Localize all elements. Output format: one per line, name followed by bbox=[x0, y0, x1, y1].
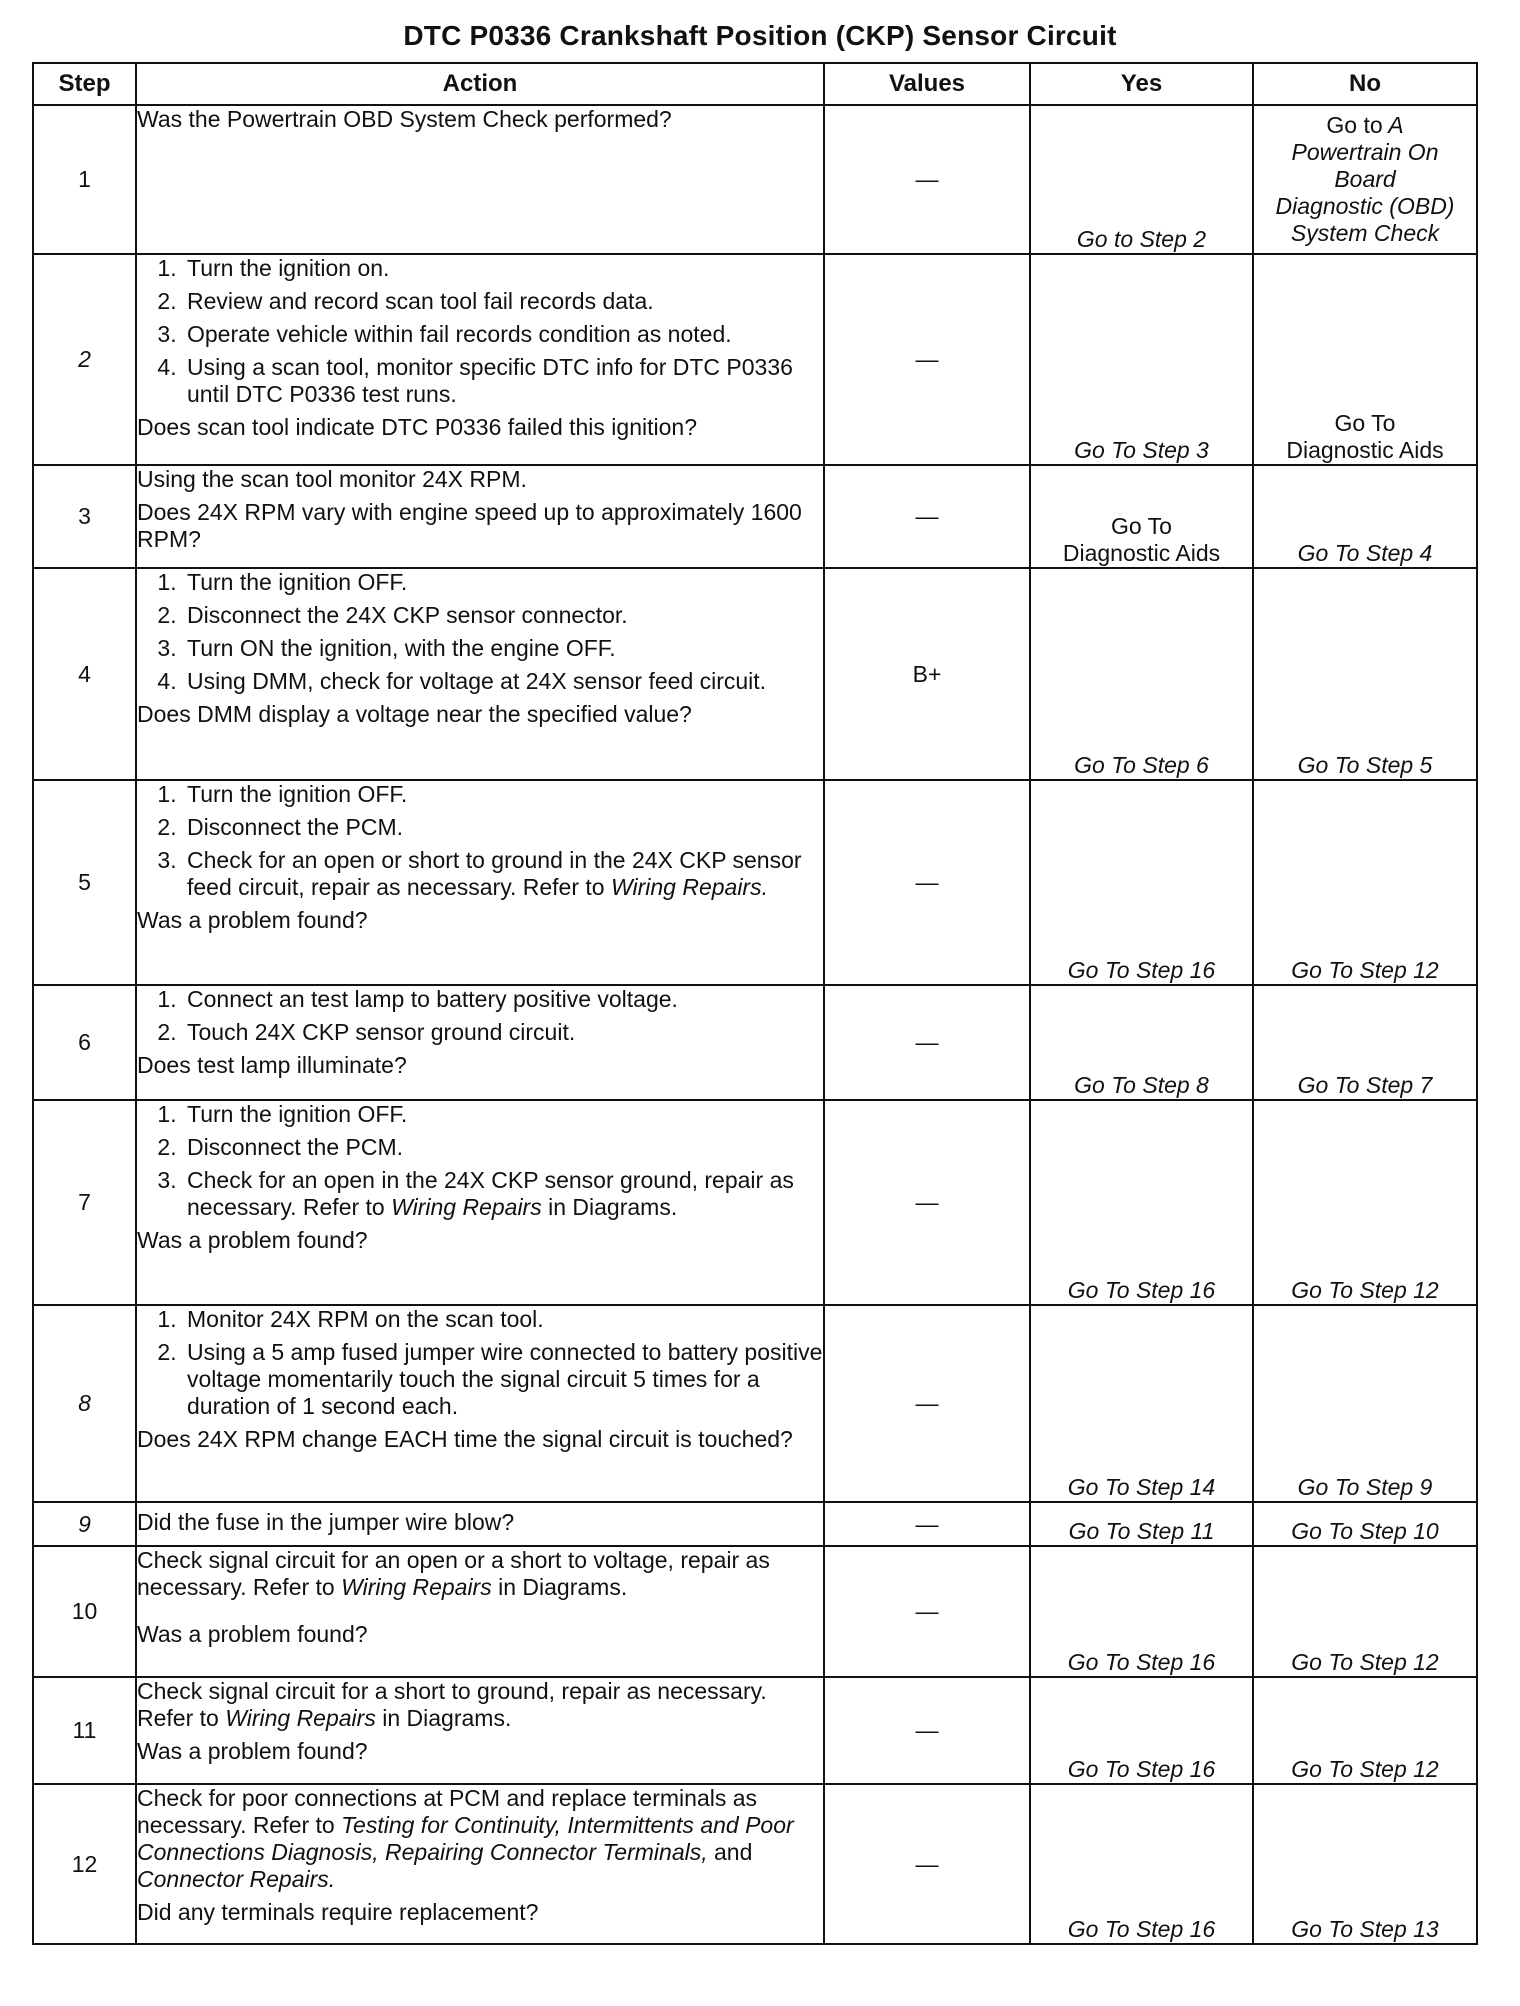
yes-cell: Go To Step 3 bbox=[1030, 254, 1253, 465]
page-title: DTC P0336 Crankshaft Position (CKP) Sensor Circuit bbox=[403, 20, 1117, 51]
yes-cell: Go To Step 8 bbox=[1030, 985, 1253, 1100]
reference-connector-repairs: Connector Repairs. bbox=[137, 1866, 336, 1892]
action-text bbox=[137, 1785, 823, 1893]
action-text: Check for an open in the 24X CKP sensor ground, repair as necessary. Refer to bbox=[187, 1167, 794, 1220]
action-cell bbox=[136, 1305, 824, 1502]
table-row-step-3 bbox=[33, 465, 1477, 568]
action-item: 2. Disconnect the PCM. bbox=[183, 1134, 823, 1161]
value-cell: — bbox=[824, 254, 1030, 465]
step-number: 4 bbox=[33, 568, 136, 780]
no-cell bbox=[1253, 105, 1477, 254]
action-item: 1. Monitor 24X RPM on the scan tool. bbox=[183, 1306, 823, 1333]
action-item: 2. Review and record scan tool fail records data. bbox=[183, 288, 823, 315]
question: Does DMM display a voltage near the specified value? bbox=[137, 701, 692, 727]
question: Does 24X RPM change EACH time the signal circuit is touched? bbox=[137, 1426, 793, 1452]
action-cell bbox=[136, 254, 824, 465]
header-action: Action bbox=[136, 63, 824, 105]
action-item: 1. Turn the ignition OFF. bbox=[183, 569, 823, 596]
action-text: Check for an open or short to ground in the 24X CKP sensor feed circuit, repair as necessary. Refer to bbox=[187, 847, 802, 900]
yes-cell: Go To Step 6 bbox=[1030, 568, 1253, 780]
action-item: 4. Using a scan tool, monitor specific DTC info for DTC P0336 until DTC P0336 test runs. bbox=[183, 354, 823, 408]
yes-cell bbox=[1030, 465, 1253, 568]
action-text: in Diagrams. bbox=[548, 1194, 678, 1220]
action-text-main: Check signal circuit for a short to ground, repair as necessary. Refer to bbox=[137, 1678, 767, 1731]
yes-line: Go To bbox=[1111, 513, 1172, 539]
value-cell: — bbox=[824, 1305, 1030, 1502]
no-line: Go To bbox=[1334, 410, 1396, 436]
no-cell: Go To Step 9 bbox=[1253, 1305, 1477, 1502]
action-text-main: Check signal circuit for an open or a short to voltage, repair as necessary. Refer to bbox=[137, 1547, 770, 1600]
question: Does scan tool indicate DTC P0336 failed this ignition? bbox=[137, 414, 697, 440]
action-text-tail: in Diagrams. bbox=[382, 1705, 512, 1731]
no-line: Diagnostic Aids bbox=[1286, 437, 1444, 463]
no-cell: Go To Step 12 bbox=[1253, 780, 1477, 985]
value-cell: — bbox=[824, 1784, 1030, 1944]
action-cell bbox=[136, 1100, 824, 1305]
action-text-and: and bbox=[714, 1839, 753, 1865]
header-no: No bbox=[1253, 63, 1477, 105]
no-cell: Go To Step 13 bbox=[1253, 1784, 1477, 1944]
action-cell bbox=[136, 1677, 824, 1784]
action-item: 2. Touch 24X CKP sensor ground circuit. bbox=[183, 1019, 823, 1046]
table-row-step-11 bbox=[33, 1677, 1477, 1784]
no-prefix: Go to bbox=[1326, 112, 1383, 138]
reference-wiring-repairs: Wiring Repairs bbox=[225, 1705, 376, 1731]
reference-wiring-repairs: Wiring Repairs bbox=[341, 1574, 492, 1600]
action-text: Using the scan tool monitor 24X RPM. bbox=[137, 466, 527, 492]
yes-cell: Go To Step 16 bbox=[1030, 1784, 1253, 1944]
no-cell: Go To Step 10 bbox=[1253, 1502, 1477, 1546]
action-cell bbox=[136, 985, 824, 1100]
no-line: Powertrain On bbox=[1291, 139, 1439, 165]
action-item: 2. Disconnect the 24X CKP sensor connector. bbox=[183, 602, 823, 629]
value-cell: — bbox=[824, 1100, 1030, 1305]
action-cell bbox=[136, 780, 824, 985]
table-row-step-6 bbox=[33, 985, 1477, 1100]
action-item: 4. Using DMM, check for voltage at 24X sensor feed circuit. bbox=[183, 668, 823, 695]
action-cell bbox=[136, 1784, 824, 1944]
value-cell: — bbox=[824, 780, 1030, 985]
table-row-step-9 bbox=[33, 1502, 1477, 1546]
spacer bbox=[137, 1601, 823, 1621]
value-cell: — bbox=[824, 1677, 1030, 1784]
question: Was a problem found? bbox=[137, 1738, 368, 1764]
action-item: 2. Using a 5 amp fused jumper wire connected to battery positive voltage momentarily touch the signal circuit 5 times for a duration of 1 second each. bbox=[183, 1339, 823, 1420]
value-cell: — bbox=[824, 1502, 1030, 1546]
step-number: 12 bbox=[33, 1784, 136, 1944]
step-number: 9 bbox=[33, 1502, 136, 1546]
action-text-tail: in Diagrams. bbox=[498, 1574, 628, 1600]
no-cell: Go To Step 5 bbox=[1253, 568, 1477, 780]
step-number: 2 bbox=[33, 254, 136, 465]
step-number: 5 bbox=[33, 780, 136, 985]
no-ref-a: A bbox=[1388, 112, 1404, 138]
action-text bbox=[137, 1678, 823, 1732]
step-number: 6 bbox=[33, 985, 136, 1100]
dtc-table bbox=[32, 62, 1478, 1945]
action-item bbox=[183, 847, 823, 901]
value-cell: — bbox=[824, 465, 1030, 568]
no-cell bbox=[1253, 254, 1477, 465]
value-cell: B+ bbox=[824, 568, 1030, 780]
no-cell: Go To Step 12 bbox=[1253, 1546, 1477, 1677]
action-item: 1. Turn the ignition OFF. bbox=[183, 781, 823, 808]
action-text bbox=[137, 1547, 823, 1601]
value-cell: — bbox=[824, 985, 1030, 1100]
action-cell bbox=[136, 105, 824, 254]
action-item bbox=[183, 1167, 823, 1221]
yes-line: Diagnostic Aids bbox=[1062, 540, 1221, 566]
no-cell: Go To Step 12 bbox=[1253, 1100, 1477, 1305]
action-item: 2. Disconnect the PCM. bbox=[183, 814, 823, 841]
header-yes: Yes bbox=[1030, 63, 1253, 105]
question: Was the Powertrain OBD System Check performed? bbox=[137, 106, 672, 132]
question: Does test lamp illuminate? bbox=[137, 1052, 407, 1078]
action-text-main: Check for poor connections at PCM and replace terminals as necessary. Refer to bbox=[137, 1785, 758, 1838]
action-item: 1. Turn the ignition on. bbox=[183, 255, 823, 282]
question: Was a problem found? bbox=[137, 1621, 368, 1647]
action-cell bbox=[136, 1502, 824, 1546]
header-row bbox=[33, 63, 1477, 105]
action-item: 3. Operate vehicle within fail records condition as noted. bbox=[183, 321, 823, 348]
question: Did any terminals require replacement? bbox=[137, 1899, 539, 1925]
step-number: 11 bbox=[33, 1677, 136, 1784]
no-line: System Check bbox=[1290, 220, 1440, 246]
action-item: 1. Turn the ignition OFF. bbox=[183, 1101, 823, 1128]
table-row-step-10 bbox=[33, 1546, 1477, 1677]
question: Did the fuse in the jumper wire blow? bbox=[137, 1509, 515, 1535]
yes-cell: Go To Step 14 bbox=[1030, 1305, 1253, 1502]
table-row-step-5 bbox=[33, 780, 1477, 985]
yes-cell: Go To Step 16 bbox=[1030, 780, 1253, 985]
action-cell bbox=[136, 465, 824, 568]
table-row-step-7 bbox=[33, 1100, 1477, 1305]
table-row-step-2 bbox=[33, 254, 1477, 465]
action-cell bbox=[136, 1546, 824, 1677]
reference-diagnosis-procedures: Testing for Continuity, Intermittents and Poor Connections Diagnosis, Repairing Connector Terminals, bbox=[137, 1812, 794, 1865]
action-item: 3. Turn ON the ignition, with the engine OFF. bbox=[183, 635, 823, 662]
step-number: 1 bbox=[33, 105, 136, 254]
table-row-step-12 bbox=[33, 1784, 1477, 1944]
table-row-step-8 bbox=[33, 1305, 1477, 1502]
header-step: Step bbox=[33, 63, 136, 105]
no-cell: Go To Step 7 bbox=[1253, 985, 1477, 1100]
yes-cell: Go To Step 11 bbox=[1030, 1502, 1253, 1546]
no-cell: Go To Step 4 bbox=[1253, 465, 1477, 568]
value-cell: — bbox=[824, 1546, 1030, 1677]
value-cell: — bbox=[824, 105, 1030, 254]
table-row-step-1 bbox=[33, 105, 1477, 254]
reference-wiring-repairs: Wiring Repairs bbox=[391, 1194, 542, 1220]
reference-wiring-repairs: Wiring Repairs. bbox=[610, 874, 768, 900]
table-row-step-4 bbox=[33, 568, 1477, 780]
question: Was a problem found? bbox=[137, 907, 368, 933]
step-number: 10 bbox=[33, 1546, 136, 1677]
question: Was a problem found? bbox=[137, 1227, 368, 1253]
no-line: Diagnostic (OBD) bbox=[1275, 193, 1455, 219]
action-item: 1. Connect an test lamp to battery positive voltage. bbox=[183, 986, 823, 1013]
header-values: Values bbox=[824, 63, 1030, 105]
step-number: 8 bbox=[33, 1305, 136, 1502]
no-cell: Go To Step 12 bbox=[1253, 1677, 1477, 1784]
action-cell bbox=[136, 568, 824, 780]
yes-cell: Go To Step 16 bbox=[1030, 1546, 1253, 1677]
yes-cell: Go To Step 16 bbox=[1030, 1677, 1253, 1784]
step-number: 3 bbox=[33, 465, 136, 568]
no-line: Board bbox=[1334, 166, 1396, 192]
yes-cell: Go to Step 2 bbox=[1030, 105, 1253, 254]
step-number: 7 bbox=[33, 1100, 136, 1305]
yes-cell: Go To Step 16 bbox=[1030, 1100, 1253, 1305]
question: Does 24X RPM vary with engine speed up to approximately 1600 RPM? bbox=[137, 499, 802, 552]
